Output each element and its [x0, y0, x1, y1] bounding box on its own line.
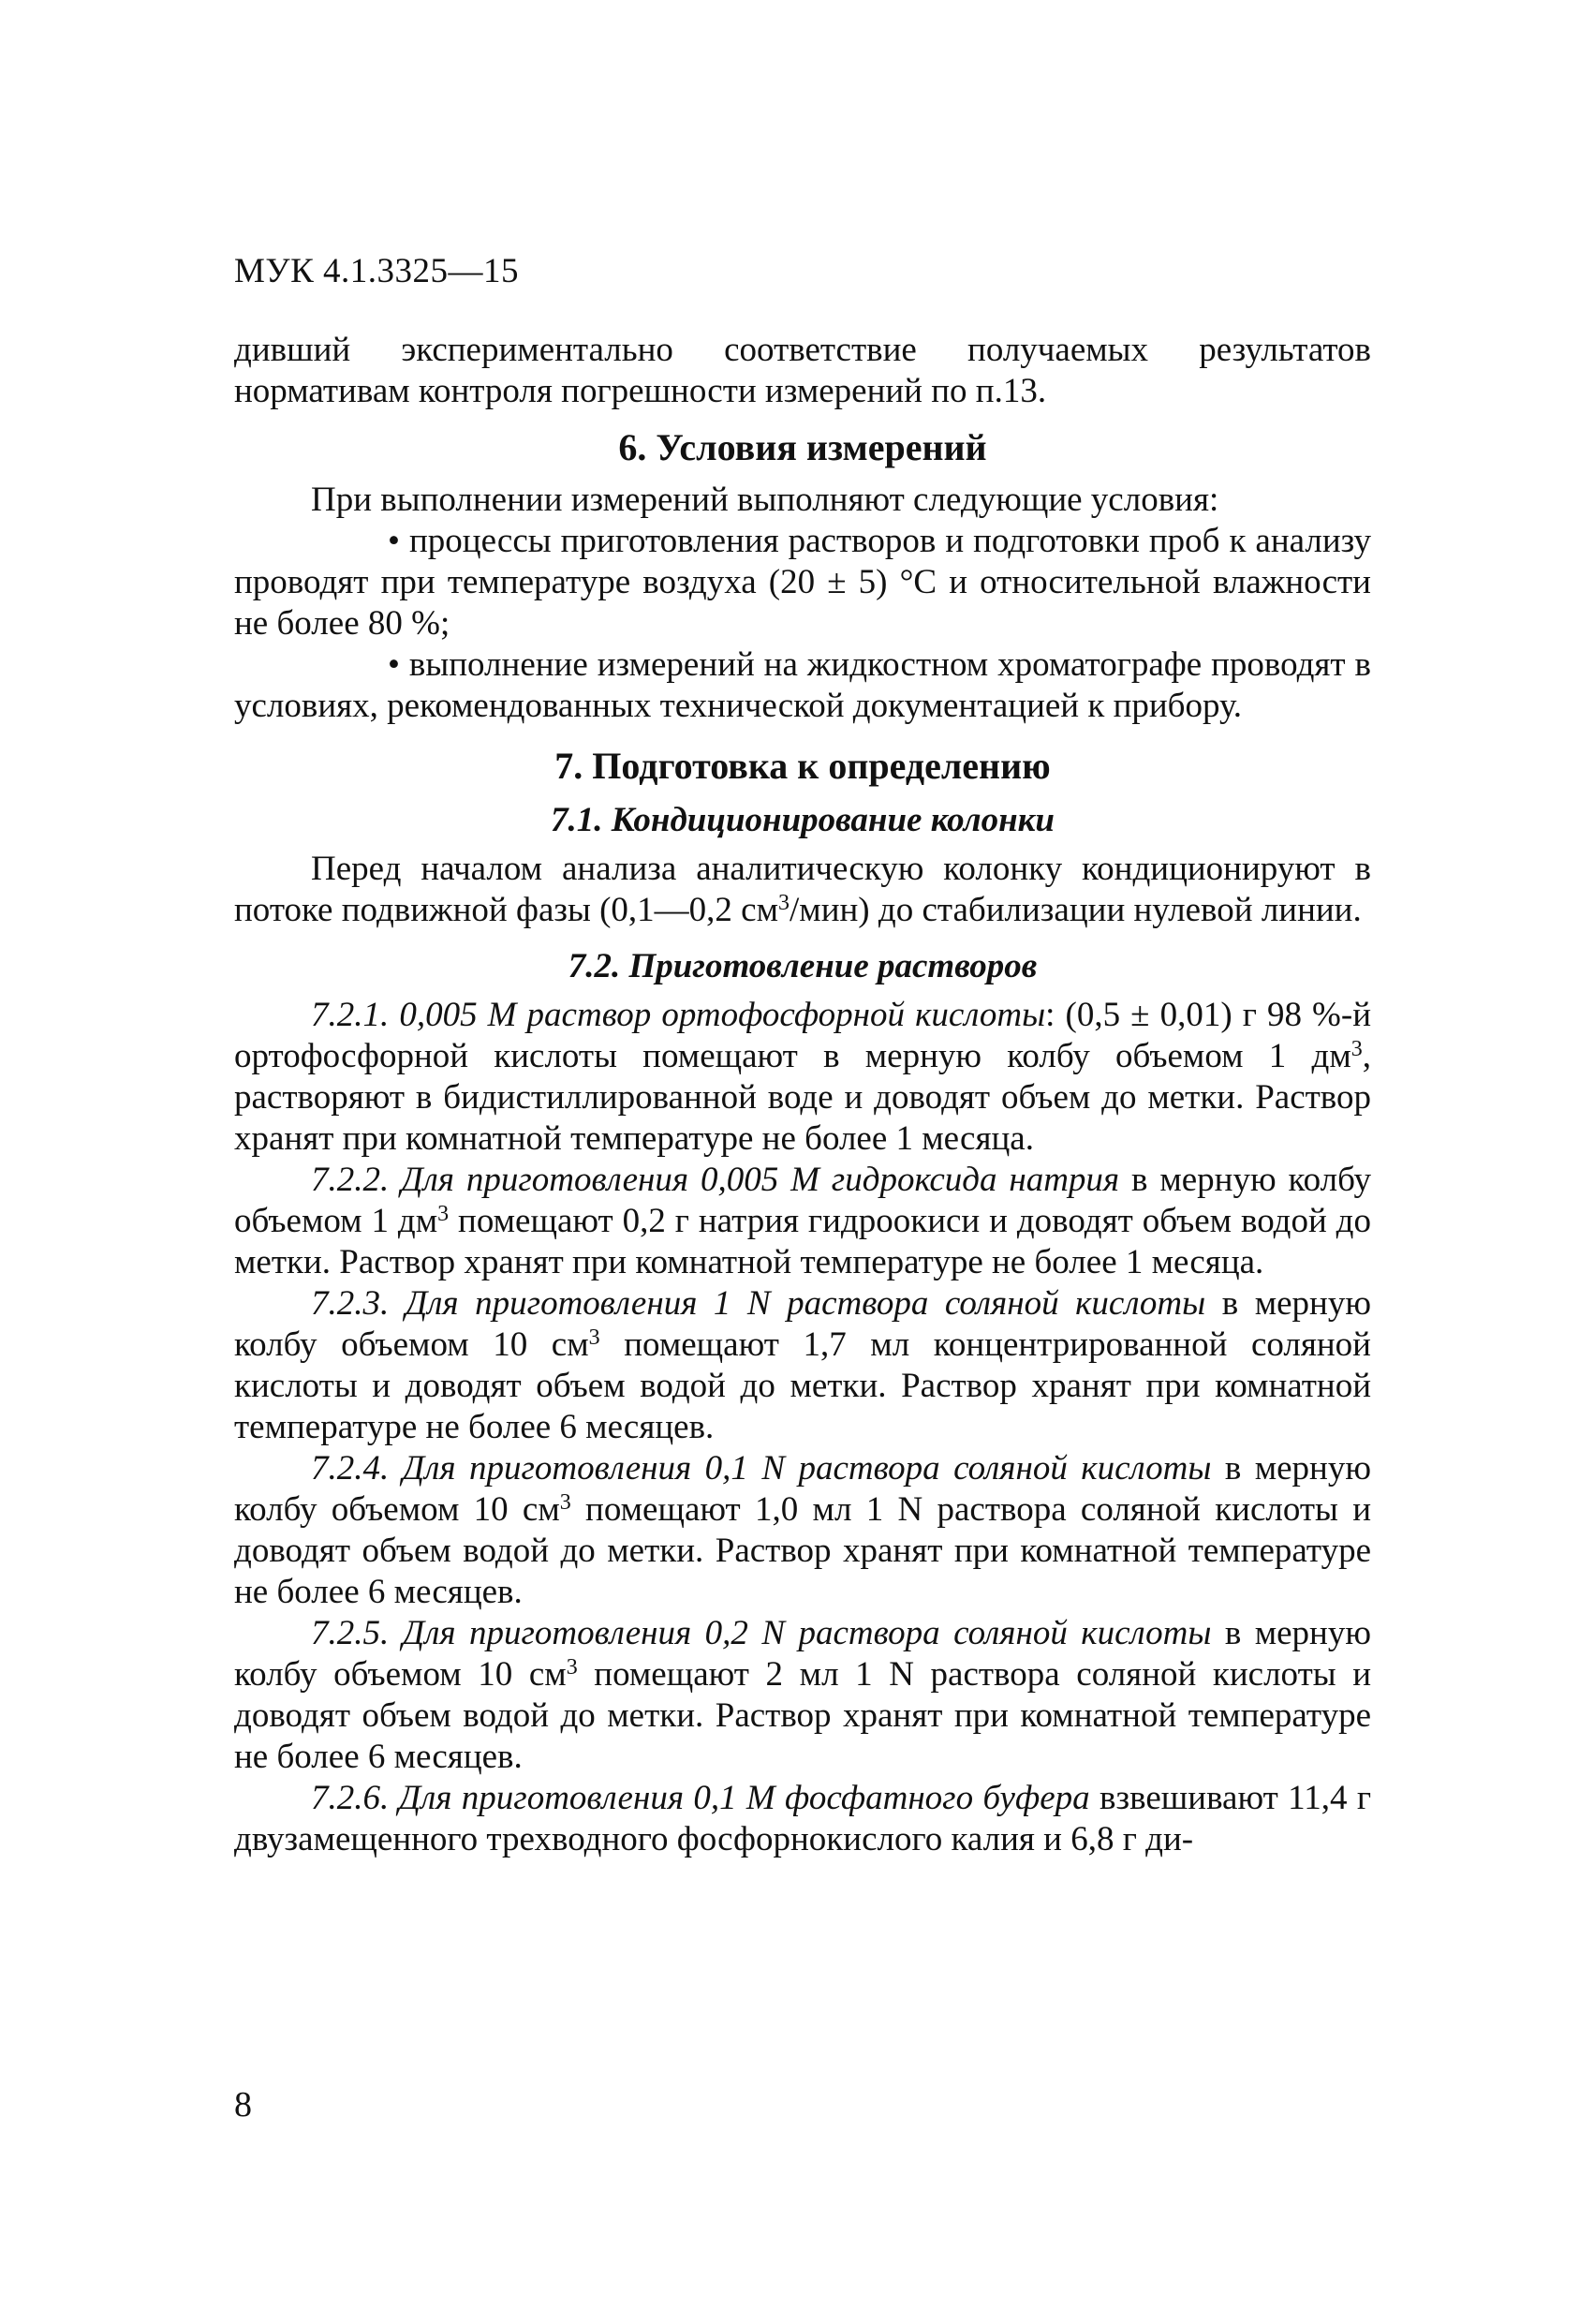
superscript: 3 [778, 891, 790, 915]
procedure-paragraph-7-2-3: 7.2.3. Для приготовления 1 N раствора соляной кислоты в мерную колбу объемом 10 $см^3$ помещают 1,7 мл концентрированной соляной кислоты и доводят объем водой до метки. Раствор хранят при комнатной температуре не более 6 месяцев. [234, 1284, 1371, 1446]
condition-item [234, 644, 1371, 727]
condition-item [234, 521, 1371, 644]
section-6-heading: 6. Условия измерений [618, 426, 987, 468]
procedure-paragraph-7-2-1: 7.2.1. 0,005 М раствор ортофосфорной кислоты: (0,5 ± 0,01) г 98 %-й ортофосфорной кислоты помещают в мерную колбу объемом 1 $дм^3$, растворяют в бидистиллированной воде и доводят объем до метки. Раствор хранят при комнатной температуре не более 1 месяца. [234, 996, 1371, 1158]
procedure-label: 7.2.2. Для приготовления 0,005 М гидроксида натрия [311, 1161, 1120, 1199]
intro-paragraph: дивший экспериментально соответствие получаемых результатов нормативам контроля погрешности измерений по п.13. [234, 331, 1371, 410]
section-6-lead: При выполнении измерений выполняют следующие условия: [311, 481, 1219, 519]
subsection-7-1-paragraph: Перед началом анализа аналитическую колонку кондиционируют в потоке подвижной фазы (0,1—0,2 $см^3/мин$) до стабилизации нулевой линии. [234, 850, 1371, 929]
bullet-icon: • [388, 645, 400, 684]
superscript: 3 [588, 1325, 600, 1350]
procedure-label: 7.2.5. Для приготовления 0,2 N раствора соляной кислоты [311, 1614, 1212, 1652]
procedure-label: 7.2.6. Для приготовления 0,1 М фосфатного буфера [311, 1779, 1090, 1817]
procedure-label: 7.2.4. Для приготовления 0,1 N раствора соляной кислоты [311, 1449, 1212, 1488]
superscript: 3 [1350, 1037, 1363, 1061]
procedure-paragraph-7-2-6: 7.2.6. Для приготовления 0,1 М фосфатного буфера взвешивают 11,4 г двузамещенного трехводного фосфорнокислого калия и 6,8 г ди- [234, 1779, 1371, 1858]
superscript: 3 [437, 1202, 450, 1226]
condition-text: выполнение измерений на жидкостном хроматографе проводят в условиях, рекомендованных технической документацией к прибору. [234, 645, 1371, 725]
condition-text: процессы приготовления растворов и подготовки проб к анализу проводят при температуре воздуха (20 ± 5) °С и относительной влажности не более 80 %; [234, 522, 1372, 643]
subsection-7-1-heading: 7.1. Кондиционирование колонки [550, 801, 1055, 839]
procedure-label: 7.2.3. Для приготовления 1 N раствора соляной кислоты [311, 1284, 1206, 1323]
document-code-header: МУК 4.1.3325—15 [234, 252, 520, 290]
procedure-label: 7.2.1. 0,005 М раствор ортофосфорной кислоты [311, 996, 1046, 1034]
page-body [234, 330, 1371, 1860]
procedure-paragraph-7-2-5: 7.2.5. Для приготовления 0,2 N раствора соляной кислоты в мерную колбу объемом 10 $см^3$ помещают 2 мл 1 N раствора соляной кислоты и доводят объем водой до метки. Раствор хранят при комнатной температуре не более 6 месяцев. [234, 1614, 1371, 1776]
procedure-paragraph-7-2-2: 7.2.2. Для приготовления 0,005 М гидроксида натрия в мерную колбу объемом 1 $дм^3$ помещают 0,2 г натрия гидроокиси и доводят объем водой до метки. Раствор хранят при комнатной температуре не более 1 месяца. [234, 1161, 1371, 1281]
subsection-7-2-heading: 7.2. Приготовление растворов [568, 947, 1038, 985]
bullet-icon: • [388, 522, 400, 560]
section-7-heading: 7. Подготовка к определению [554, 745, 1051, 787]
superscript: 3 [566, 1655, 578, 1680]
page-number: 8 [234, 2085, 252, 2124]
procedure-paragraph-7-2-4: 7.2.4. Для приготовления 0,1 N раствора соляной кислоты в мерную колбу объемом 10 $см^3$ помещают 1,0 мл 1 N раствора соляной кислоты и доводят объем водой до метки. Раствор хранят при комнатной температуре не более 6 месяцев. [234, 1449, 1371, 1611]
superscript: 3 [559, 1490, 571, 1515]
